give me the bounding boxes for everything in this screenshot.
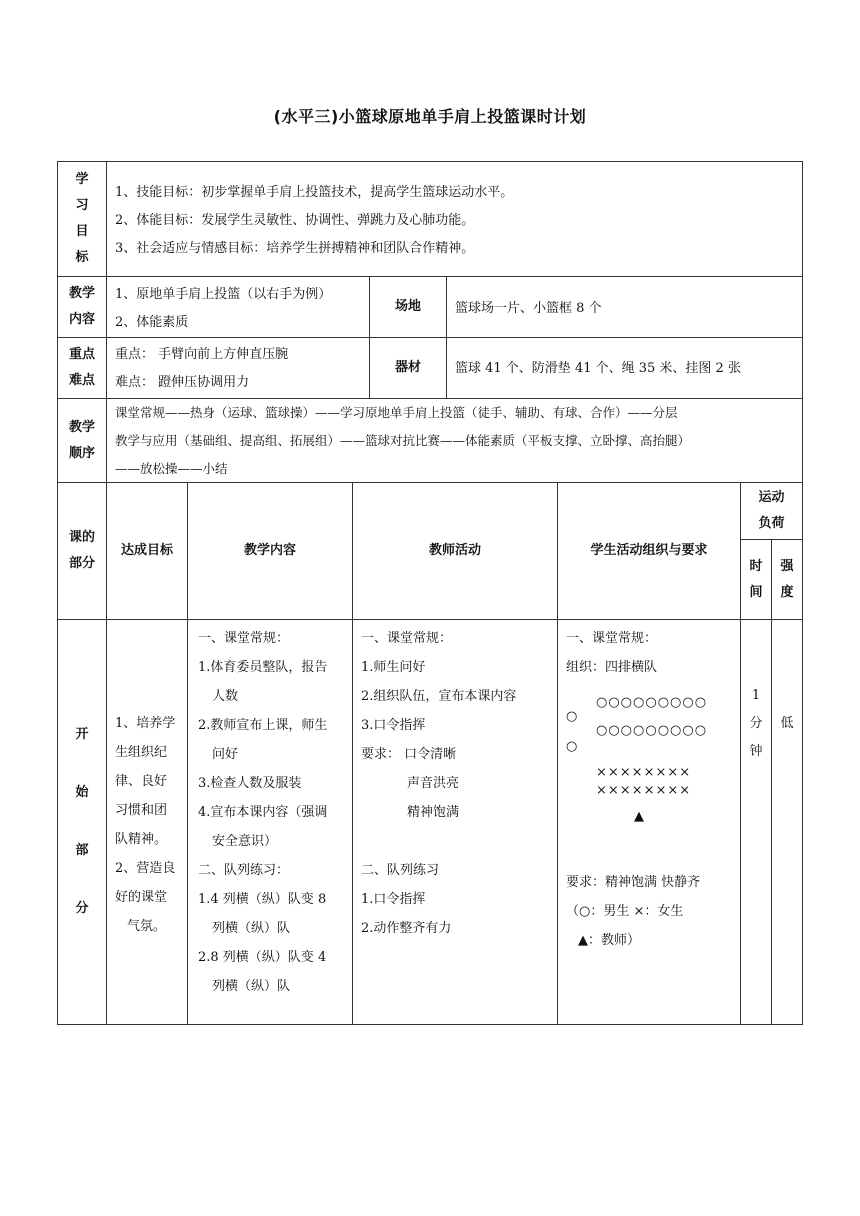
header-student: 学生活动组织与要求 (557, 482, 741, 620)
venue-label: 场地 (369, 276, 447, 338)
equipment-text: 篮球 41 个、防滑垫 41 个、绳 35 米、挂图 2 张 (446, 337, 803, 399)
header-content: 教学内容 (187, 482, 353, 620)
text-line: 要求： 口令清晰 (361, 747, 457, 762)
objectives-label: 学 习 目 标 (57, 161, 107, 277)
keypoints-text: 重点： 手臂向前上方伸直压腕 难点： 蹬伸压协调用力 (106, 337, 370, 399)
start-teacher (352, 619, 558, 1025)
text-line (361, 827, 557, 856)
content-text: 1、原地单手肩上投篮（以右手为例） 2、体能素质 (106, 276, 370, 338)
text-line: 列横（纵）队 (212, 979, 291, 994)
text-line: 问好 (212, 747, 239, 762)
text-line: 3.口令指挥 (361, 718, 426, 733)
text-line: 2.动作整齐有力 (361, 921, 452, 936)
page-title: (水平三)小篮球原地单手肩上投篮课时计划 (273, 107, 587, 126)
sequence-text: 课堂常规——热身（运球、篮球操）——学习原地单手肩上投篮（徒手、辅助、有球、合作）——分层 教学与应用（基础组、提高组、拓展组）——篮球对抗比赛——体能素质（平板支撑、立卧撑、高抬腿） ——放松操——小结 (106, 398, 803, 483)
text-line: 一、课堂常规： (198, 631, 290, 646)
text-line: 安全意识） (212, 834, 278, 849)
text-line: 1.口令指挥 (361, 892, 426, 907)
text-line: 人数 (212, 689, 239, 704)
text-line: 2.教师宣布上课，师生 (198, 718, 328, 733)
formation-diagram: ○○○○○○○○○ ○ ○○○○○○○○○ ○ ×××××××× ×××××××× ▲ (566, 688, 740, 828)
text-line: 4.宣布本课内容（强调 (198, 805, 328, 820)
text-line: 2.组织队伍，宣布本课内容 (361, 689, 517, 704)
student-title: 一、课堂常规： (566, 631, 658, 646)
text-line: 2.8 列横（纵）队变 4 (198, 950, 327, 965)
text-line: 3.检查人数及服装 (198, 776, 302, 791)
header-intensity: 强 度 (771, 539, 803, 620)
start-content (187, 619, 353, 1025)
text-line: 二、队列练习： (198, 863, 290, 878)
start-student (557, 619, 741, 1025)
header-load: 运动 负荷 (740, 482, 803, 540)
start-goal: 1、培养学 生组织纪 律、良好 习惯和团 队精神。 2、营造良 好的课堂 气氛。 (106, 619, 188, 1025)
equipment-label: 器材 (369, 337, 447, 399)
objectives-text: 1、技能目标：初步掌握单手肩上投篮技术，提高学生篮球运动水平。 2、体能目标：发展学生灵敏性、协调性、弹跳力及心肺功能。 3、社会适应与情感目标：培养学生拼搏精神和团队合作精神。 (106, 161, 803, 277)
header-time: 时 间 (740, 539, 772, 620)
header-teacher: 教师活动 (352, 482, 558, 620)
student-org: 组织：四排横队 (566, 660, 658, 675)
legend-1: （○：男生 ×：女生 (566, 904, 684, 919)
header-part: 课的 部分 (57, 482, 107, 620)
text-line: 声音洪亮 (407, 776, 460, 791)
text-line: 二、队列练习 (361, 863, 440, 878)
student-req: 要求：精神饱满 快静齐 (566, 875, 701, 890)
sequence-label: 教学 顺序 (57, 398, 107, 483)
teacher-mark: ▲ (634, 809, 645, 824)
text-line: 1.师生问好 (361, 660, 426, 675)
start-time: 1 分 钟 (740, 619, 772, 1025)
keypoints-label: 重点 难点 (57, 337, 107, 399)
header-goal: 达成目标 (106, 482, 188, 620)
text-line: 1.体育委员整队，报告 (198, 660, 328, 675)
venue-text: 篮球场一片、小篮框 8 个 (446, 276, 803, 338)
text-line: 精神饱满 (407, 805, 460, 820)
start-intensity: 低 (771, 619, 803, 1025)
text-line: 1.4 列横（纵）队变 8 (198, 892, 327, 907)
start-part-label: 开 始 部 分 (57, 619, 107, 1025)
text-line: 列横（纵）队 (212, 921, 291, 936)
text-line: 一、课堂常规： (361, 631, 453, 646)
legend-2: ▲：教师） (578, 933, 640, 948)
content-label: 教学 内容 (57, 276, 107, 338)
